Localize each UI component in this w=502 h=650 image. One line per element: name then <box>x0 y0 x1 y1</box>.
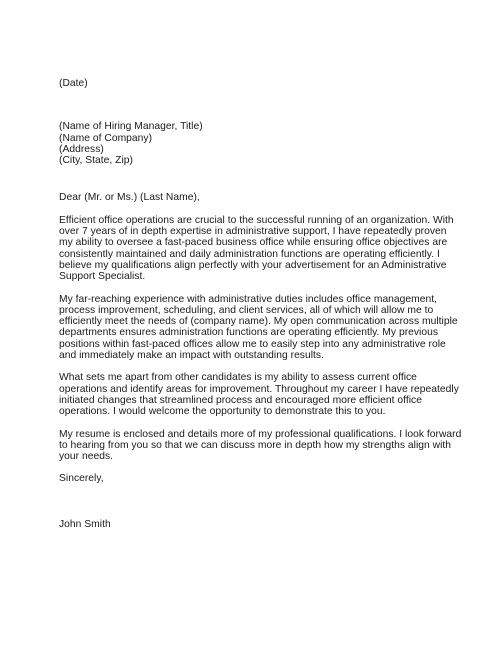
paragraph-line: operations. I would welcome the opportunity to demonstrate this to you. <box>59 406 386 418</box>
paragraph-line: believe my qualifications align perfectly with your advertisement for an Administrative <box>59 259 447 271</box>
date-line: (Date) <box>59 78 88 89</box>
paragraph-line: departments ensures administration functions are operating efficiently. My previous <box>59 327 439 339</box>
paragraph-differentiators <box>59 372 459 418</box>
paragraph-line: efficiently meet the needs of (company name). My open communication across multiple <box>59 316 458 328</box>
recipient-city-state-zip: (City, State, Zip) <box>59 155 133 167</box>
paragraph-line: my ability to oversee a fast-paced business office while ensuring office objectives are <box>59 237 448 249</box>
signature-name: John Smith <box>59 518 111 530</box>
paragraph-line: positions within fast-paced offices allow me to easily step into any administrative role <box>59 338 446 350</box>
paragraph-closing-request <box>59 428 462 463</box>
paragraph-line: Efficient office operations are crucial to the successful running of an organization. With <box>59 214 454 226</box>
salutation: Dear (Mr. or Ms.) (Last Name), <box>59 192 200 204</box>
recipient-address-block <box>59 121 451 166</box>
cover-letter <box>59 78 462 530</box>
paragraph-line: Support Specialist. <box>59 271 146 283</box>
paragraph-line: consistently maintained and daily administration functions are operating efficiently. I <box>59 248 440 260</box>
paragraph-line: over 7 years of in depth expertise in administrative support, I have repeatedly proven <box>59 226 447 238</box>
paragraph-line: What sets me apart from other candidates is my ability to assess current office <box>59 372 417 384</box>
paragraph-line: process improvement, scheduling, and client services, all of which will allow me to <box>59 304 434 316</box>
paragraph-line: your needs. <box>59 451 114 463</box>
paragraph-line: operations and identify areas for improvement. Throughout my career I have repeatedly <box>59 383 459 395</box>
paragraph-introduction <box>59 214 454 283</box>
paragraph-line: and immediately make an impact with outstanding results. <box>59 350 324 362</box>
recipient-name-title: (Name of Hiring Manager, Title) <box>59 121 203 133</box>
closing: Sincerely, <box>59 473 104 485</box>
paragraph-line: My far-reaching experience with administrative duties includes office management, <box>59 293 438 305</box>
paragraph-line: to hearing from you so that we can discuss more in depth how my strengths align with <box>59 439 452 451</box>
recipient-company: (Name of Company) <box>59 132 153 144</box>
paragraph-line: My resume is enclosed and details more of my professional qualifications. I look forward <box>59 428 462 440</box>
paragraph-experience <box>59 293 458 362</box>
signature-space <box>59 485 451 519</box>
recipient-address: (Address) <box>59 143 104 155</box>
paragraph-line: initiated changes that streamlined process and encouraged more efficient office <box>59 394 422 406</box>
